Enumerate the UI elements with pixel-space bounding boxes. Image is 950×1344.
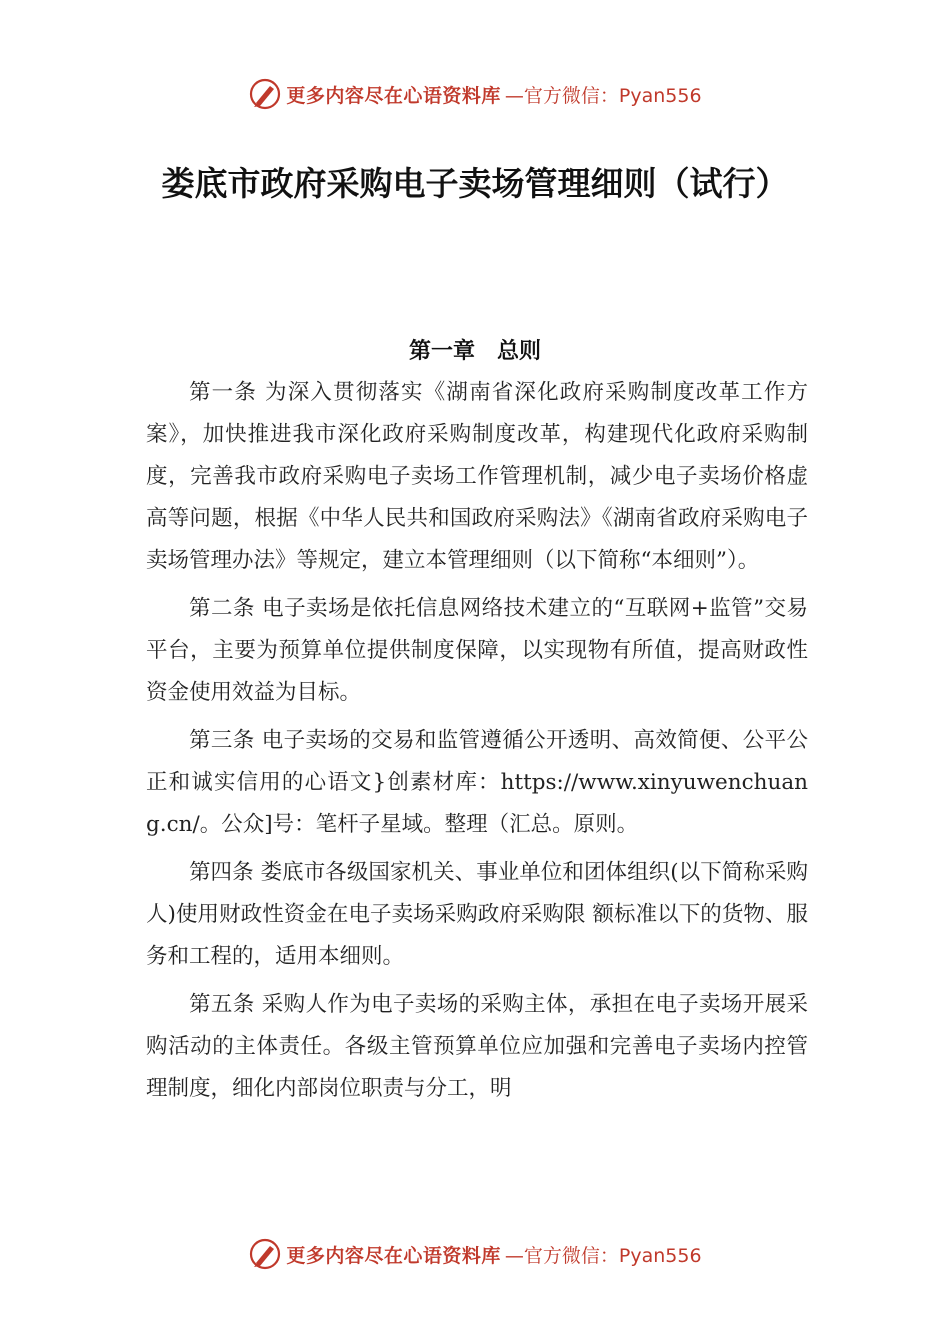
pen-logo-icon [248, 1237, 282, 1271]
header-watermark-banner [0, 72, 950, 116]
chapter-heading: 第一章 总则 [408, 339, 541, 364]
article-paragraph: 第四条 娄底市各级国家机关、事业单位和团体组织(以下简称采购人)使用财政性资金在电子卖场采购政府采购限 额标准以下的货物、服务和工程的，适用本细则。 [146, 860, 808, 969]
article-paragraph: 第二条 电子卖场是依托信息网络技术建立的“互联网+监管”交易平台，主要为预算单位提供制度保障，以实现物有所值，提高财政性资金使用效益为目标。 [146, 596, 808, 705]
document-title: 娄底市政府采购电子卖场管理细则（试行） [161, 164, 789, 203]
banner-suffix-text: —官方微信：Pyan556 [504, 1244, 702, 1267]
article-paragraph: 第三条 电子卖场的交易和监管遵循公开透明、高效简便、公平公正和诚实信用的心语文}创素材库：https://www.xinyuwenchuang.cn/。公众]号：笔杆子星域。整理（汇总。原则。 [146, 728, 808, 837]
article-paragraph: 第一条 为深入贯彻落实《湖南省深化政府采购制度改革工作方案》，加快推进我市深化政府采购制度改革，构建现代化政府采购制度，完善我市政府采购电子卖场工作管理机制，减少电子卖场价格虚高等问题，根据《中华人民共和国政府采购法》《湖南省政府采购电子卖场管理办法》等规定，建立本管理细则（以下简称“本细则”）。 [146, 380, 808, 573]
banner-main-text: 更多内容尽在心语资料库 [286, 84, 501, 107]
footer-watermark-banner [0, 1232, 950, 1276]
banner-suffix-text: —官方微信：Pyan556 [504, 84, 702, 107]
article-paragraph: 第五条 采购人作为电子卖场的采购主体，承担在电子卖场开展采购活动的主体责任。各级主管预算单位应加强和完善电子卖场内控管理制度，细化内部岗位职责与分工，明 [146, 992, 808, 1101]
document-body [146, 372, 808, 1116]
pen-logo-icon [248, 77, 282, 111]
banner-main-text: 更多内容尽在心语资料库 [286, 1244, 501, 1267]
